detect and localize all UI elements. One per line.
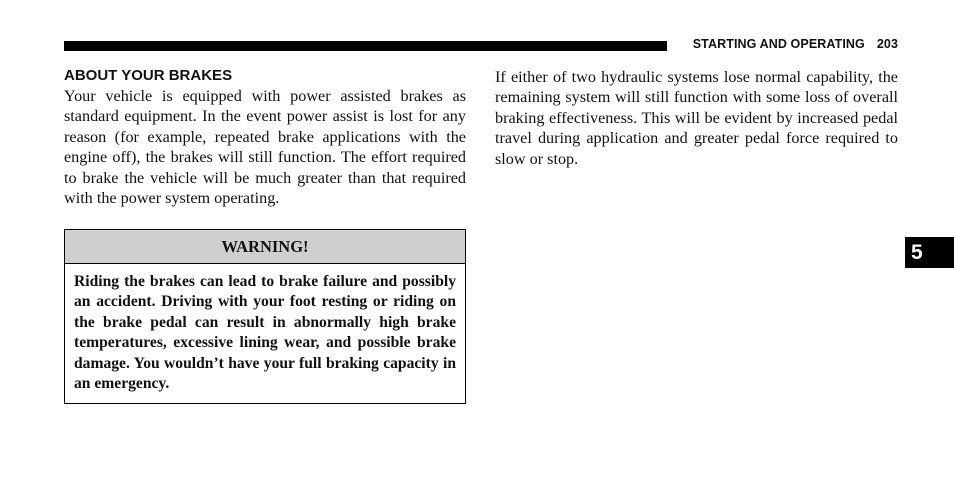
header-rule: [64, 41, 667, 51]
brakes-paragraph: Your vehicle is equipped with power assisted brakes as standard equipment. In the event power assist is lost for any reason (for example, repeated brake applications with the engine off), the brakes will still function. The effort required to brake the vehicle will be much greater than that required with the power system operating.: [64, 87, 466, 208]
section-heading: ABOUT YOUR BRAKES: [64, 67, 233, 84]
warning-text: Riding the brakes can lead to brake failure and possibly an accident. Driving with your foot resting or riding on the brake pedal can result in abnormally high brake temperatures, excessive lining wear, and possible brake damage. You wouldn’t have your full braking capacity in an emergency.: [74, 273, 456, 393]
page-number: 203: [876, 37, 898, 51]
hydraulic-paragraph: If either of two hydraulic systems lose normal capability, the remaining system will still function with some loss of overall braking effectiveness. This will be evident by increased pedal travel during application and greater pedal force required to slow or stop.: [495, 68, 898, 168]
left-column: [64, 66, 466, 208]
header-section-title: STARTING AND OPERATING: [692, 37, 865, 51]
warning-heading: WARNING!: [65, 230, 465, 264]
chapter-tab: 5: [905, 237, 954, 268]
right-column: [495, 67, 898, 169]
running-header: [693, 37, 898, 51]
warning-box: [64, 229, 466, 404]
